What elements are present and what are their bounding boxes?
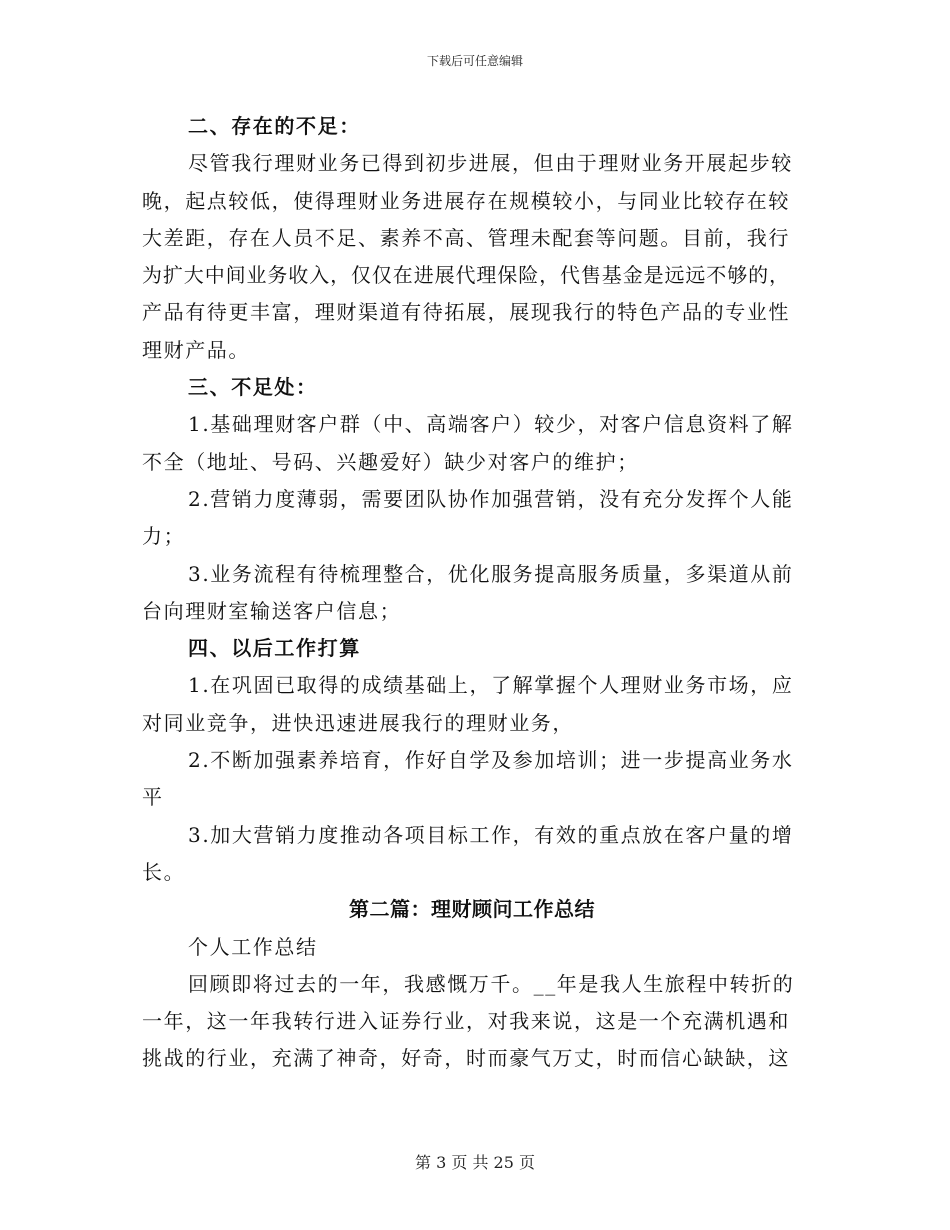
section-heading: 三、不足处：: [188, 375, 318, 400]
paragraph-line: 一年，这一年我转行进入证券行业，对我来说，这是一个充满机遇和: [142, 1009, 790, 1034]
list-item-line: 1.在巩固已取得的成绩基础上，了解掌握个人理财业务市场，应: [188, 673, 794, 698]
paragraph-line: 回顾即将过去的一年，我感慨万千。__年是我人生旅程中转折的: [188, 971, 795, 996]
list-item-line: 台向理财室输送客户信息；: [142, 598, 402, 623]
paragraph-line: 理财产品。: [142, 337, 250, 362]
list-item-line: 平: [142, 785, 164, 810]
list-item-line: 2.营销力度薄弱，需要团队协作加强营销，没有充分发挥个人能: [188, 486, 794, 511]
subheading: 个人工作总结: [188, 934, 318, 959]
paragraph-line: 挑战的行业，充满了神奇，好奇，时而豪气万丈，时而信心缺缺，这: [142, 1046, 790, 1071]
list-item-line: 对同业竞争，进快迅速进展我行的理财业务，: [142, 710, 574, 735]
section-heading: 二、存在的不足：: [188, 114, 361, 138]
paragraph-line: 晚，起点较低，使得理财业务进展存在规模较小，与同业比较存在较: [142, 188, 790, 213]
section-heading: 四、以后工作打算: [188, 636, 361, 661]
page-footer: 第 3 页 共 25 页: [415, 1153, 535, 1172]
page-header: 下载后可任意编辑: [426, 54, 523, 68]
list-item-line: 2.不断加强素养培育，作好自学及参加培训；进一步提高业务水: [188, 748, 794, 773]
list-item-line: 3.业务流程有待梳理整合，优化服务提高服务质量，多渠道从前: [188, 561, 794, 586]
list-item-line: 3.加大营销力度推动各项目标工作，有效的重点放在客户量的增: [188, 822, 794, 847]
chapter-title: 第二篇：理财顾问工作总结: [349, 897, 595, 922]
list-item-line: 力；: [142, 524, 186, 549]
list-item-line: 不全（地址、号码、兴趣爱好）缺少对客户的维护；: [142, 449, 639, 474]
paragraph-line: 为扩大中间业务收入，仅仅在进展代理保险，代售基金是远远不够的，: [142, 263, 790, 288]
paragraph-line: 大差距，存在人员不足、素养不高、管理未配套等问题。目前，我行: [142, 225, 790, 250]
paragraph-line: 尽管我行理财业务已得到初步进展，但由于理财业务开展起步较: [188, 151, 793, 176]
paragraph-line: 产品有待更丰富，理财渠道有待拓展，展现我行的特色产品的专业性: [142, 300, 790, 325]
list-item-line: 1.基础理财客户群（中、高端客户）较少，对客户信息资料了解: [188, 412, 794, 437]
list-item-line: 长。: [142, 859, 186, 884]
document-body: [142, 108, 802, 1078]
